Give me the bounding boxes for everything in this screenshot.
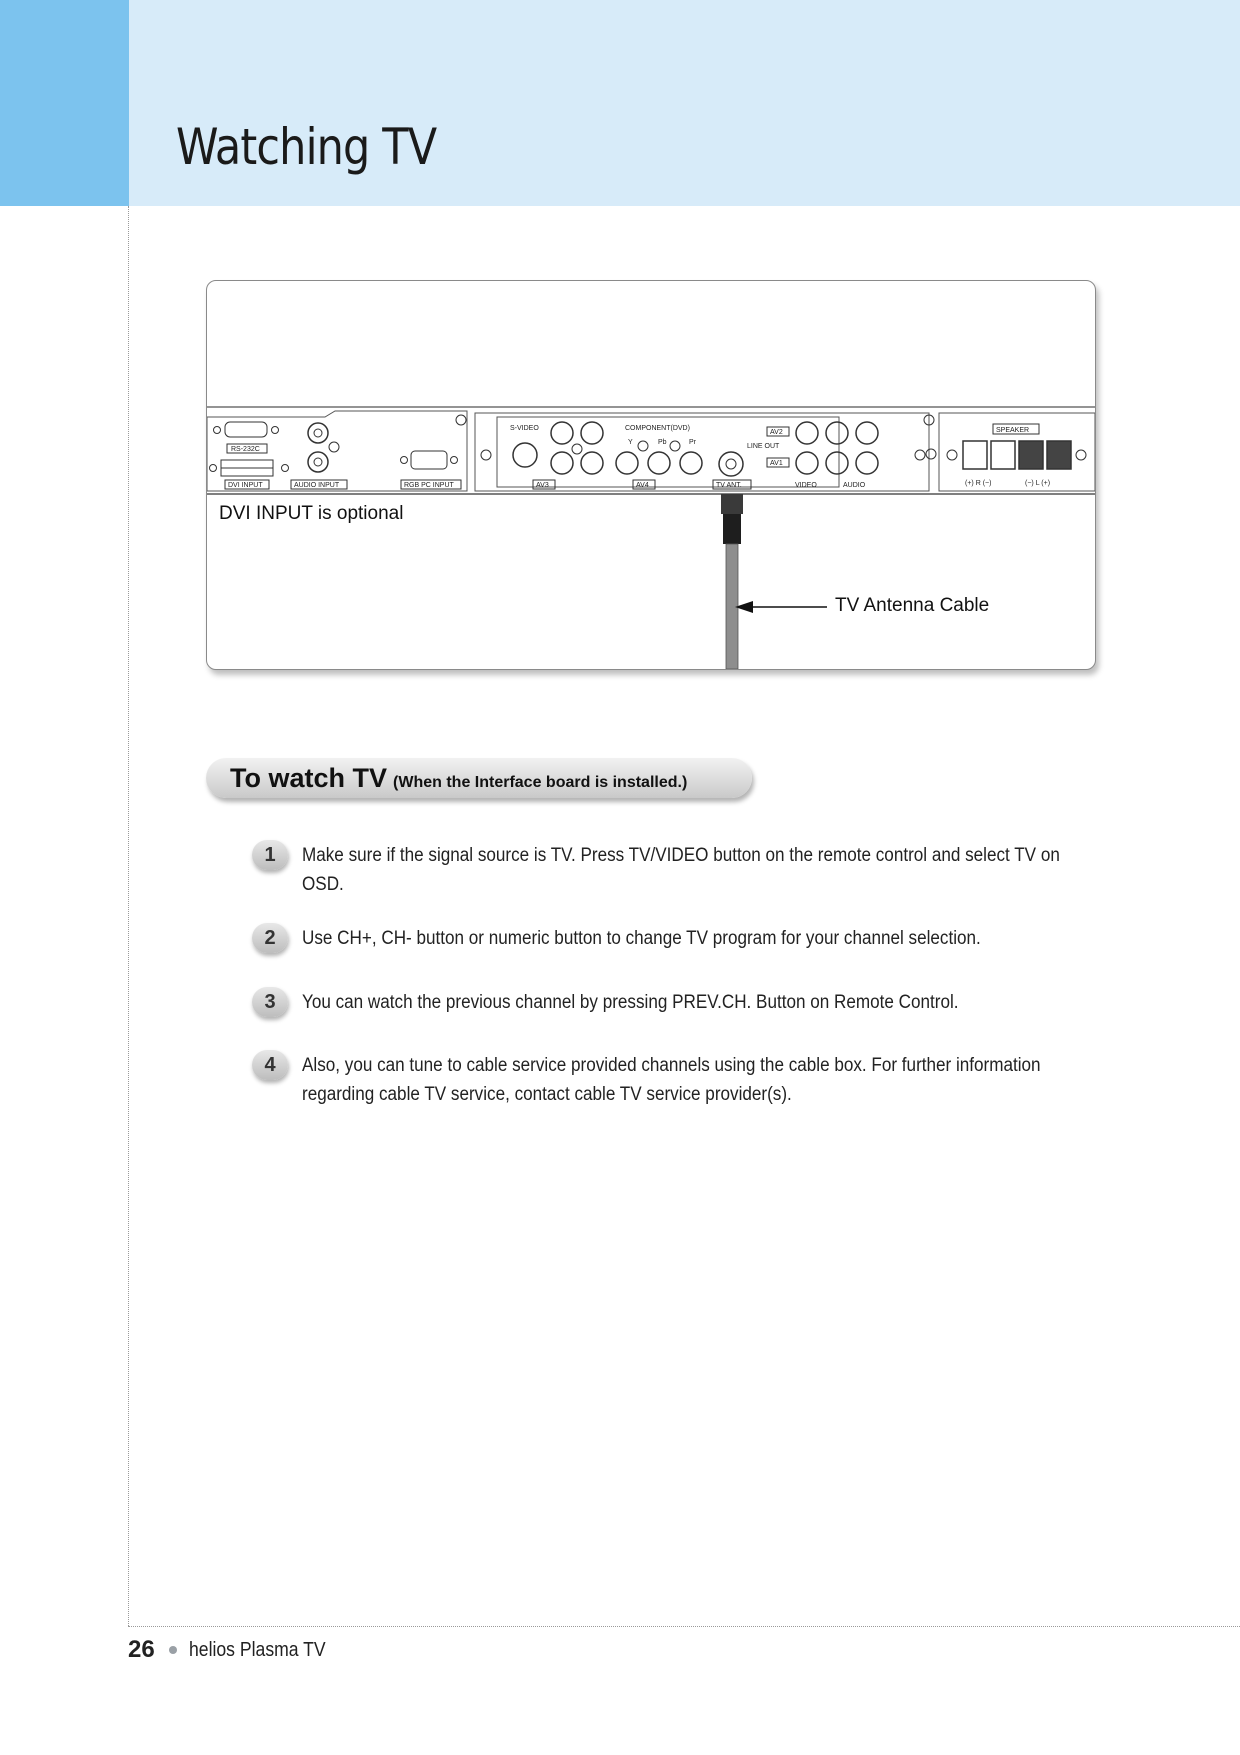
av1-label: AV1 <box>770 460 783 467</box>
video-label: VIDEO <box>795 482 817 489</box>
audio-label: AUDIO <box>843 482 866 489</box>
step-number-badge: 1 <box>252 840 288 870</box>
dvi-input-label: DVI INPUT <box>228 482 263 489</box>
step-text: Make sure if the signal source is TV. Press TV/VIDEO button on the remote control and select TV on OSD. <box>302 845 1060 895</box>
step-item <box>252 923 1092 955</box>
pb-label: Pb <box>658 439 667 446</box>
step-number-badge: 2 <box>252 923 288 953</box>
section-title: To watch TV <box>230 763 388 793</box>
step-text: Use CH+, CH- button or numeric button to change TV program for your channel selection. <box>302 928 981 949</box>
tv-ant-label: TV ANT. <box>716 482 742 489</box>
step-number-badge: 3 <box>252 987 288 1017</box>
av3-label: AV3 <box>536 482 549 489</box>
step-item <box>252 987 1092 1019</box>
antenna-cable-label: TV Antenna Cable <box>835 595 990 616</box>
dvi-optional-note: DVI INPUT is optional <box>219 503 404 524</box>
step-number-badge: 4 <box>252 1050 288 1080</box>
step-text: Also, you can tune to cable service provided channels using the cable box. For further information regarding cable TV service, contact cable TV service provider(s). <box>302 1055 1041 1105</box>
footer-rule <box>128 1626 1240 1627</box>
av2-label: AV2 <box>770 429 783 436</box>
section-subtitle: (When the Interface board is installed.) <box>393 774 688 791</box>
header-accent <box>0 0 129 206</box>
page-number: 26 <box>128 1636 155 1663</box>
bullet-dot-icon <box>169 1646 177 1654</box>
section-heading-bar <box>206 758 752 798</box>
step-item <box>252 840 1092 900</box>
margin-rule <box>128 206 129 1626</box>
speaker-label: SPEAKER <box>996 427 1030 434</box>
page-title: Watching TV <box>176 118 437 176</box>
audio-input-label: AUDIO INPUT <box>294 482 340 489</box>
rear-panel-figure <box>206 280 1096 670</box>
speaker-polarity-left: (+) R (−) <box>965 480 992 487</box>
rgb-pc-input-label: RGB PC INPUT <box>404 482 454 489</box>
section-heading <box>230 763 687 794</box>
footer-product-name: helios Plasma TV <box>188 1638 326 1661</box>
line-out-label: LINE OUT <box>747 443 780 450</box>
av4-label: AV4 <box>636 482 649 489</box>
step-text: You can watch the previous channel by pressing PREV.CH. Button on Remote Control. <box>302 992 959 1013</box>
component-label: COMPONENT(DVD) <box>625 425 690 432</box>
y-label: Y <box>628 439 633 446</box>
page-footer <box>128 1636 344 1664</box>
speaker-polarity-right: (−) L (+) <box>1025 480 1051 487</box>
pr-label: Pr <box>689 439 696 446</box>
s-video-label: S-VIDEO <box>510 425 539 432</box>
step-item <box>252 1050 1092 1110</box>
rs232-label: RS-232C <box>231 446 260 453</box>
